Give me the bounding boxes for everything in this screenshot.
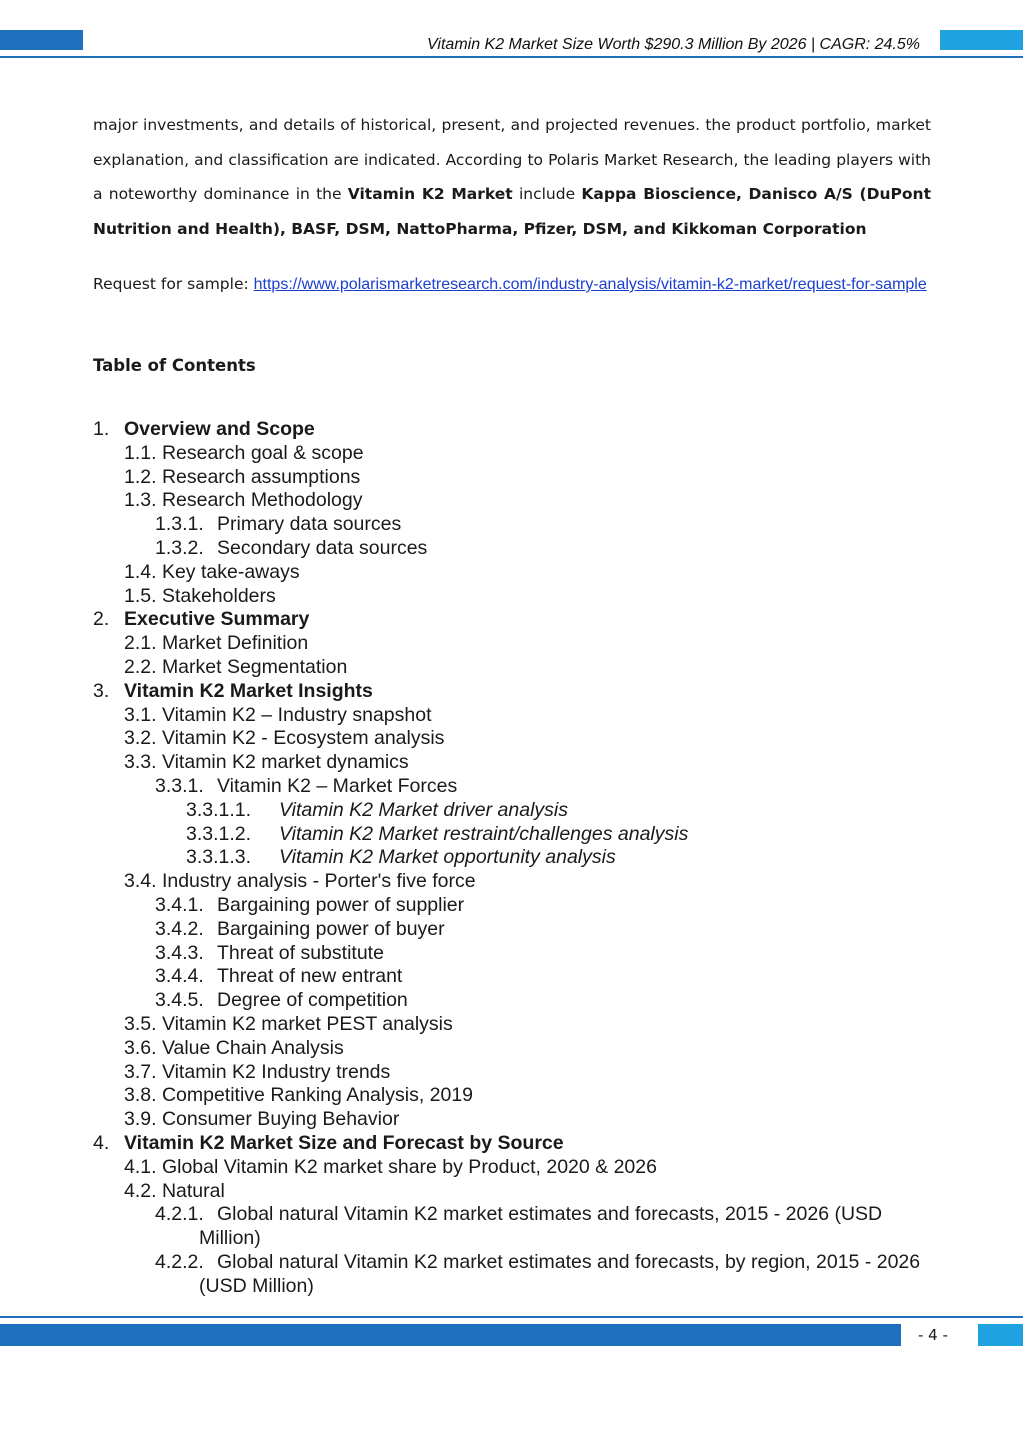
toc-subitem[interactable] [93, 1251, 943, 1275]
toc-text: Primary data sources [217, 513, 402, 536]
toc-subitem[interactable] [93, 775, 943, 799]
toc-num: 3.4.1. [155, 893, 204, 916]
toc-subitem[interactable] [93, 942, 943, 966]
toc-item[interactable]: 1.2. Research assumptions [124, 465, 361, 488]
toc-subitem-continuation [93, 1275, 943, 1299]
toc-section-1[interactable] [93, 418, 943, 442]
request-label: Request for sample: [93, 275, 254, 293]
intro-bold-market: Vitamin K2 Market [347, 185, 513, 203]
toc-item[interactable]: 3.5. Vitamin K2 market PEST analysis [124, 1012, 453, 1035]
toc-subitem[interactable] [93, 965, 943, 989]
intro-bold-players: Kappa Bioscience, Danisco A/S (DuPont Nutrition and Health), BASF, DSM, NattoPharma, Pfizer, DSM, and Kikkoman Corporation [93, 185, 931, 238]
toc-num: 2. [93, 608, 110, 631]
toc-text: Global natural Vitamin K2 market estimates and forecasts, by region, 2015 - 2026 [217, 1250, 921, 1273]
toc-subitem[interactable] [93, 918, 943, 942]
table-of-contents [93, 418, 943, 1298]
header-accent-bar-left [0, 30, 83, 50]
toc-item[interactable]: 1.3. Research Methodology [124, 489, 363, 512]
request-sample [93, 268, 931, 301]
toc-text: Bargaining power of buyer [217, 917, 445, 940]
toc-item[interactable]: 3.4. Industry analysis - Porter's five force [124, 870, 476, 893]
toc-title: Overview and Scope [124, 418, 315, 440]
toc-text: Vitamin K2 – Market Forces [217, 774, 458, 797]
toc-subitem[interactable] [93, 1203, 943, 1227]
toc-num: 4.2.2. [155, 1250, 204, 1273]
intro-text-1: major investments, and details of historical, present, and projected revenues. the product portfolio, market explanation, and classification are indicated. According to Polaris Market Research, the leading players with a noteworthy dominance in the [93, 116, 931, 203]
footer-accent-bar-left [0, 1324, 901, 1346]
toc-text: Million) [199, 1227, 261, 1250]
toc-section-3[interactable] [93, 680, 943, 704]
toc-section-2[interactable] [93, 608, 943, 632]
toc-num: 3.4.2. [155, 917, 204, 940]
toc-heading: Table of Contents [93, 356, 256, 375]
toc-subitem-continuation [93, 1227, 943, 1251]
toc-num: 1.3.2. [155, 536, 204, 559]
toc-subsubitem[interactable] [93, 823, 943, 847]
toc-num: 1.3.1. [155, 513, 204, 536]
intro-paragraph [93, 108, 931, 246]
toc-title: Vitamin K2 Market Insights [124, 679, 373, 702]
toc-title: Executive Summary [124, 608, 310, 631]
toc-item[interactable]: 4.2. Natural [124, 1179, 225, 1202]
toc-item[interactable]: 3.1. Vitamin K2 – Industry snapshot [124, 703, 432, 726]
toc-subitem[interactable] [93, 989, 943, 1013]
toc-subitem[interactable] [93, 513, 943, 537]
toc-text: (USD Million) [199, 1274, 314, 1297]
toc-num: 3.3.1. [155, 774, 204, 797]
toc-item[interactable]: 3.7. Vitamin K2 Industry trends [124, 1060, 391, 1083]
page-number: - 4 - [918, 1326, 948, 1344]
toc-subitem[interactable] [93, 894, 943, 918]
toc-text: Secondary data sources [217, 536, 428, 559]
footer-rule [0, 1316, 1023, 1318]
toc-num: 3.4.4. [155, 965, 204, 988]
toc-num: 1. [93, 418, 110, 440]
request-sample-link[interactable]: https://www.polarismarketresearch.com/industry-analysis/vitamin-k2-market/request-for-sample [253, 276, 927, 293]
toc-text: Global natural Vitamin K2 market estimates and forecasts, 2015 - 2026 (USD [217, 1203, 883, 1226]
toc-num: 3.3.1.2. [186, 822, 252, 845]
intro-text-2: include [512, 185, 582, 203]
toc-text: Threat of substitute [217, 941, 384, 964]
toc-item[interactable]: 2.2. Market Segmentation [124, 655, 348, 678]
toc-section-4[interactable] [93, 1132, 943, 1156]
toc-text: Threat of new entrant [217, 965, 403, 988]
toc-item[interactable]: 3.6. Value Chain Analysis [124, 1036, 344, 1059]
toc-item[interactable]: 2.1. Market Definition [124, 632, 309, 655]
toc-num: 4.2.1. [155, 1203, 204, 1226]
toc-num: 3. [93, 679, 110, 702]
toc-item[interactable]: 3.2. Vitamin K2 - Ecosystem analysis [124, 727, 445, 750]
toc-num: 3.3.1.1. [186, 798, 252, 821]
toc-item[interactable]: 3.8. Competitive Ranking Analysis, 2019 [124, 1084, 474, 1107]
toc-text: Vitamin K2 Market restraint/challenges analysis [279, 822, 689, 845]
header-accent-bar-right [940, 30, 1023, 50]
toc-item[interactable]: 1.5. Stakeholders [124, 584, 276, 607]
toc-subsubitem[interactable] [93, 799, 943, 823]
toc-title: Vitamin K2 Market Size and Forecast by Source [124, 1131, 564, 1154]
toc-text: Degree of competition [217, 989, 408, 1012]
toc-item[interactable]: 3.3. Vitamin K2 market dynamics [124, 751, 409, 774]
header-rule [0, 56, 1023, 58]
toc-item[interactable]: 1.1. Research goal & scope [124, 441, 364, 464]
toc-item[interactable]: 3.9. Consumer Buying Behavior [124, 1108, 400, 1131]
header-title: Vitamin K2 Market Size Worth $290.3 Million By 2026 | CAGR: 24.5% [427, 36, 920, 53]
toc-text: Vitamin K2 Market opportunity analysis [279, 846, 616, 869]
toc-num: 4. [93, 1131, 110, 1154]
toc-item[interactable]: 4.1. Global Vitamin K2 market share by Product, 2020 & 2026 [124, 1155, 657, 1178]
toc-text: Bargaining power of supplier [217, 893, 465, 916]
toc-item[interactable]: 1.4. Key take-aways [124, 560, 300, 583]
toc-text: Vitamin K2 Market driver analysis [279, 798, 568, 821]
toc-subitem[interactable] [93, 537, 943, 561]
footer-accent-bar-right [978, 1324, 1023, 1346]
toc-num: 3.3.1.3. [186, 846, 252, 869]
toc-num: 3.4.5. [155, 989, 204, 1012]
toc-num: 3.4.3. [155, 941, 204, 964]
toc-subsubitem[interactable] [93, 846, 943, 870]
